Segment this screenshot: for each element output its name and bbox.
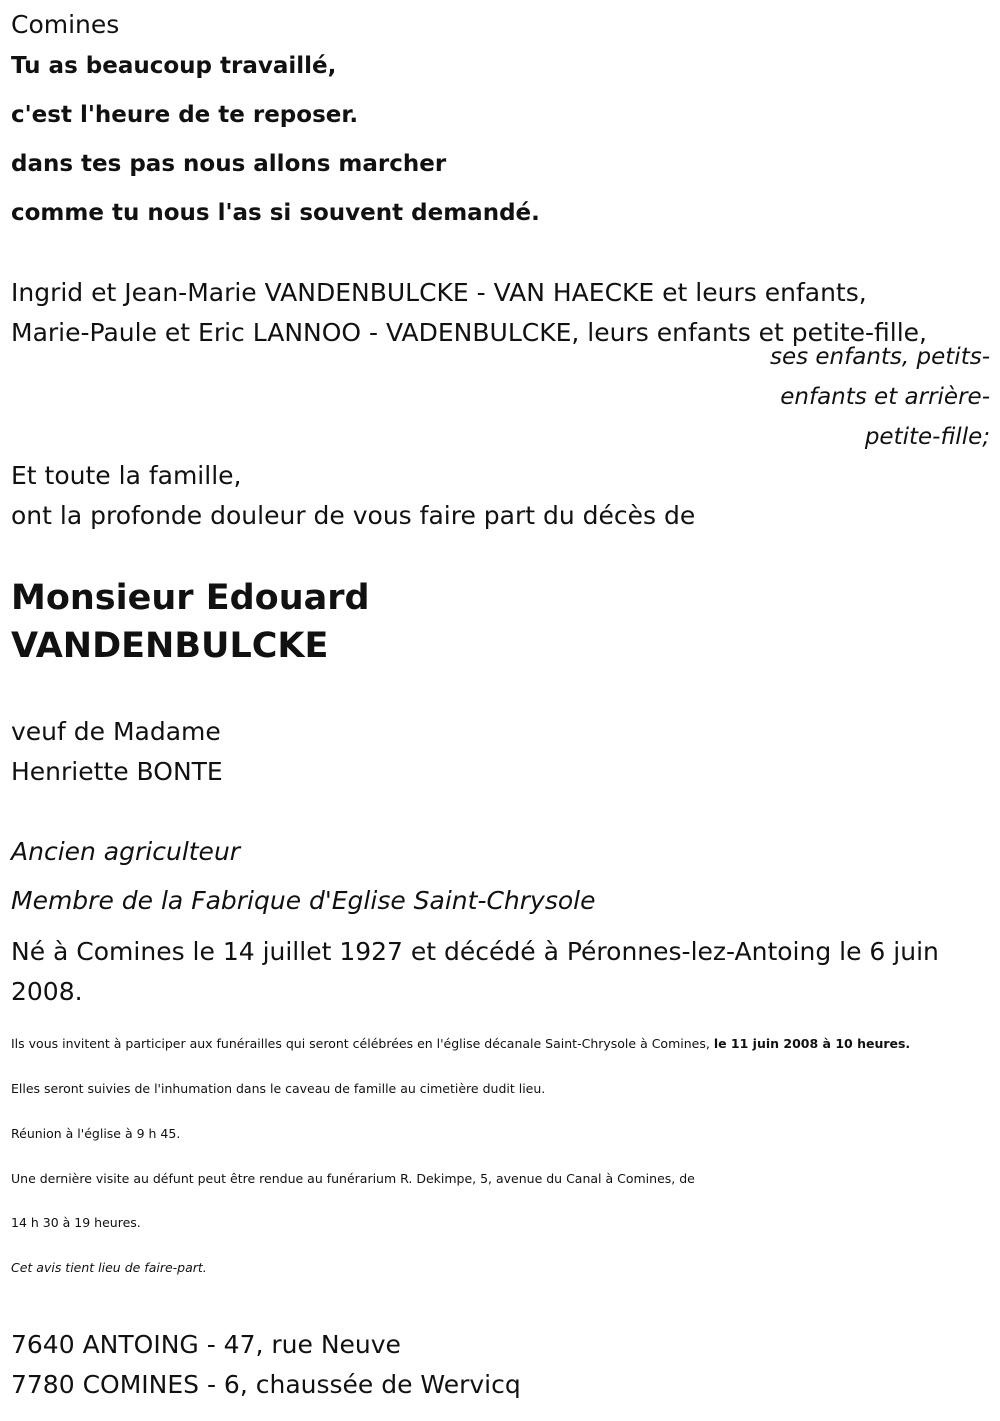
family-line: Ingrid et Jean-Marie VANDENBULCKE - VAN HAECKE et leurs enfants, <box>11 278 867 307</box>
role-line: Membre de la Fabrique d'Eglise Saint-Chrysole <box>11 886 596 915</box>
widower-line: veuf de Madame <box>11 717 221 746</box>
birth-death-line: 2008. <box>11 977 83 1006</box>
funeral-text: Ils vous invitent à participer aux funérailles qui seront célébrées en l'église décanale Saint-Chrysole à Comines, <box>11 1036 714 1051</box>
detail-line: Réunion à l'église à 9 h 45. <box>11 1126 181 1141</box>
descendants-line: ses enfants, petits- <box>769 344 990 370</box>
detail-line: Une dernière visite au défunt peut être rendue au funérarium R. Dekimpe, 5, avenue du Canal à Comines, de <box>11 1171 695 1186</box>
role-line: Ancien agriculteur <box>11 837 241 866</box>
widower-line: Henriette BONTE <box>11 757 223 786</box>
notice: Cet avis tient lieu de faire-part. <box>11 1260 207 1275</box>
descendants-line: enfants et arrière- <box>780 384 990 410</box>
deceased-name: Monsieur Edouard <box>11 578 370 618</box>
family-line: Marie-Paule et Eric LANNOO - VADENBULCKE, leurs enfants et petite-fille, <box>11 318 927 347</box>
address-line: 7780 COMINES - 6, chaussée de Wervicq <box>11 1370 521 1399</box>
birth-death-line: Né à Comines le 14 juillet 1927 et décédé à Péronnes-lez-Antoing le 6 juin <box>11 937 939 966</box>
poem-line: c'est l'heure de te reposer. <box>11 102 359 128</box>
detail-line: Elles seront suivies de l'inhumation dans le caveau de famille au cimetière dudit lieu. <box>11 1081 546 1096</box>
deceased-name: VANDENBULCKE <box>11 626 329 666</box>
detail-line: 14 h 30 à 19 heures. <box>11 1215 141 1230</box>
funeral-date: le 11 juin 2008 à 10 heures. <box>713 1036 911 1051</box>
header-place: Comines <box>11 10 120 39</box>
poem-line: Tu as beaucoup travaillé, <box>11 53 337 79</box>
poem-line: dans tes pas nous allons marcher <box>11 151 447 177</box>
poem-line: comme tu nous l'as si souvent demandé. <box>11 200 540 226</box>
funeral-info <box>11 1024 910 1064</box>
address-line: 7640 ANTOING - 47, rue Neuve <box>11 1330 401 1359</box>
announcement-line: ont la profonde douleur de vous faire part du décès de <box>11 501 696 530</box>
announcement-line: Et toute la famille, <box>11 461 242 490</box>
descendants-line: petite-fille; <box>864 424 990 450</box>
